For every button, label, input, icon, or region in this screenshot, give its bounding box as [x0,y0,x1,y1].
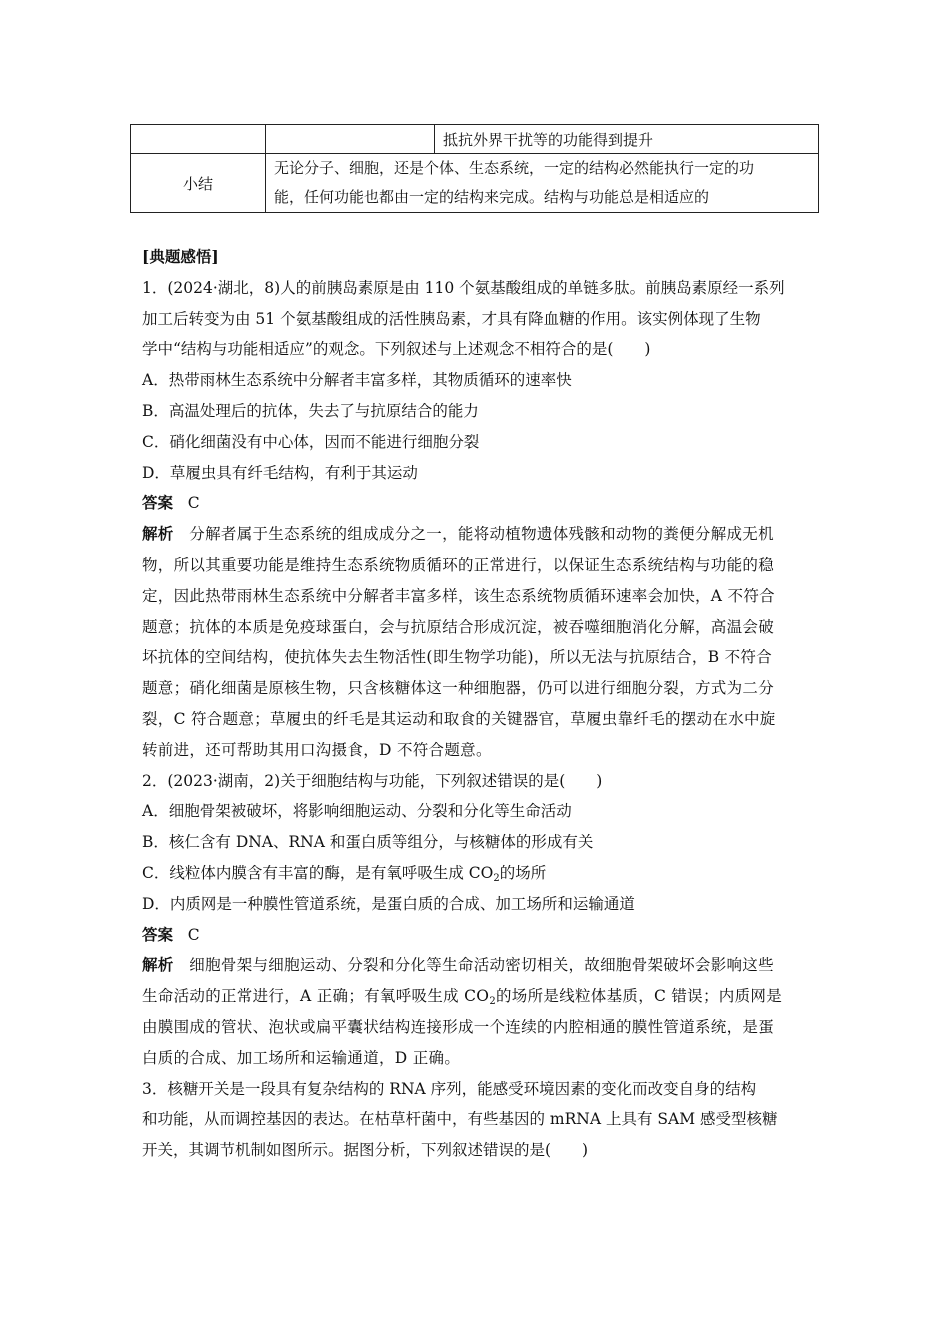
analysis-line: 题意；抗体的本质是免疫球蛋白，会与抗原结合形成沉淀，被吞噬细胞消化分解，高温会破 [142,617,775,636]
table-cell [266,125,435,154]
analysis-line: 题意；硝化细菌是原核生物，只含核糖体这一种细胞器，仍可以进行细胞分裂，方式为二分 [142,679,775,698]
document-body [142,242,810,1166]
question-2-option-a: A．细胞骨架被破坏，将影响细胞运动、分裂和分化等生命活动 [142,802,572,821]
question-2-analysis [142,950,810,981]
answer-label: 答案 [142,493,174,513]
analysis-line: 由膜围成的管状、泡状或扁平囊状结构连接形成一个连续的内腔相通的膜性管道系统，是蛋 [142,1017,775,1036]
question-1-analysis [142,519,810,550]
analysis-line: 物，所以其重要功能是维持生态系统物质循环的正常进行，以保证生态系统结构与功能的稳 [142,555,775,574]
subscript: 2 [489,996,496,1008]
answer-value: C [187,925,200,944]
section-title: [典题感悟] [142,247,219,266]
question-1-answer [142,488,810,519]
table-cell [435,125,819,154]
question-1-line: 加工后转变为由 51 个氨基酸组成的活性胰岛素，才具有降血糖的作用。该实例体现了生物 [142,309,761,328]
analysis-line: 白质的合成、加工场所和运输通道，D 正确。 [142,1048,461,1067]
question-1-line: 学中“结构与功能相适应”的观念。下列叙述与上述观念不相符合的是( ) [142,340,651,359]
analysis-text: 分解者属于生态系统的组成成分之一，能将动植物遗体残骸和动物的粪便分解成无机 [189,525,774,544]
analysis-label: 解析 [142,524,174,544]
answer-value: C [187,494,200,513]
summary-text-cell [266,154,819,213]
question-1-option-d: D．草履虫具有纤毛结构，有利于其运动 [142,463,418,482]
question-1-option-b: B．高温处理后的抗体，失去了与抗原结合的能力 [142,401,479,420]
analysis-text: 的场所是线粒体基质，C 错误；内质网是 [496,987,782,1006]
analysis-line: 裂，C 符合题意；草履虫的纤毛是其运动和取食的关键器官，草履虫靠纤毛的摆动在水中旋 [142,709,776,728]
table-row [131,125,819,154]
summary-text-line: 无论分子、细胞，还是个体、生态系统，一定的结构必然能执行一定的功 [274,159,755,177]
analysis-label: 解析 [142,955,174,975]
summary-table [130,124,819,213]
question-3-line: 开关，其调节机制如图所示。据图分析，下列叙述错误的是( ) [142,1141,589,1160]
analysis-line: 转前进，还可帮助其用口沟摄食，D 不符合题意。 [142,740,492,759]
analysis-line: 坏抗体的空间结构，使抗体失去生物活性(即生物学功能)，所以无法与抗原结合，B 不符合 [142,648,773,667]
option-text: 的场所 [499,863,547,882]
question-2-option-d: D．内质网是一种膜性管道系统，是蛋白质的合成、加工场所和运输通道 [142,894,635,913]
subscript: 2 [493,872,500,884]
analysis-text: 生命活动的正常进行，A 正确；有氧呼吸生成 CO [142,987,490,1006]
analysis-line: 定，因此热带雨林生态系统中分解者丰富多样，该生态系统物质循环速率会加快，A 不符合 [142,586,775,605]
question-2-stem: 2．(2023·湖南，2)关于细胞结构与功能，下列叙述错误的是( ) [142,771,603,790]
question-2-option-b: B．核仁含有 DNA、RNA 和蛋白质等组分，与核糖体的形成有关 [142,833,594,852]
analysis-text: 细胞骨架与细胞运动、分裂和分化等生命活动密切相关，故细胞骨架破坏会影响这些 [189,956,774,975]
question-1-option-c: C．硝化细菌没有中心体，因而不能进行细胞分裂 [142,432,480,451]
question-2-answer [142,920,810,951]
table-cell-text: 抵抗外界干扰等的功能得到提升 [443,130,654,149]
answer-label: 答案 [142,924,174,944]
analysis-line [142,981,810,1012]
question-2-option-c [142,858,810,889]
summary-label-cell: 小结 [131,154,266,213]
option-text: C．线粒体内膜含有丰富的酶，是有氧呼吸生成 CO [142,863,494,882]
summary-text-line: 能，任何功能也都由一定的结构来完成。结构与功能总是相适应的 [274,188,710,206]
question-3-line: 3．核糖开关是一段具有复杂结构的 RNA 序列，能感受环境因素的变化而改变自身的结构 [142,1079,757,1098]
table-row [131,154,819,213]
question-3-line: 和功能，从而调控基因的表达。在枯草杆菌中，有些基因的 mRNA 上具有 SAM 感受型核糖 [142,1110,778,1129]
question-1-option-a: A．热带雨林生态系统中分解者丰富多样，其物质循环的速率快 [142,371,572,390]
table-cell [131,125,266,154]
question-1-line: 1．(2024·湖北，8)人的前胰岛素原是由 110 个氨基酸组成的单链多肽。前胰岛素原经一系列 [142,278,785,297]
